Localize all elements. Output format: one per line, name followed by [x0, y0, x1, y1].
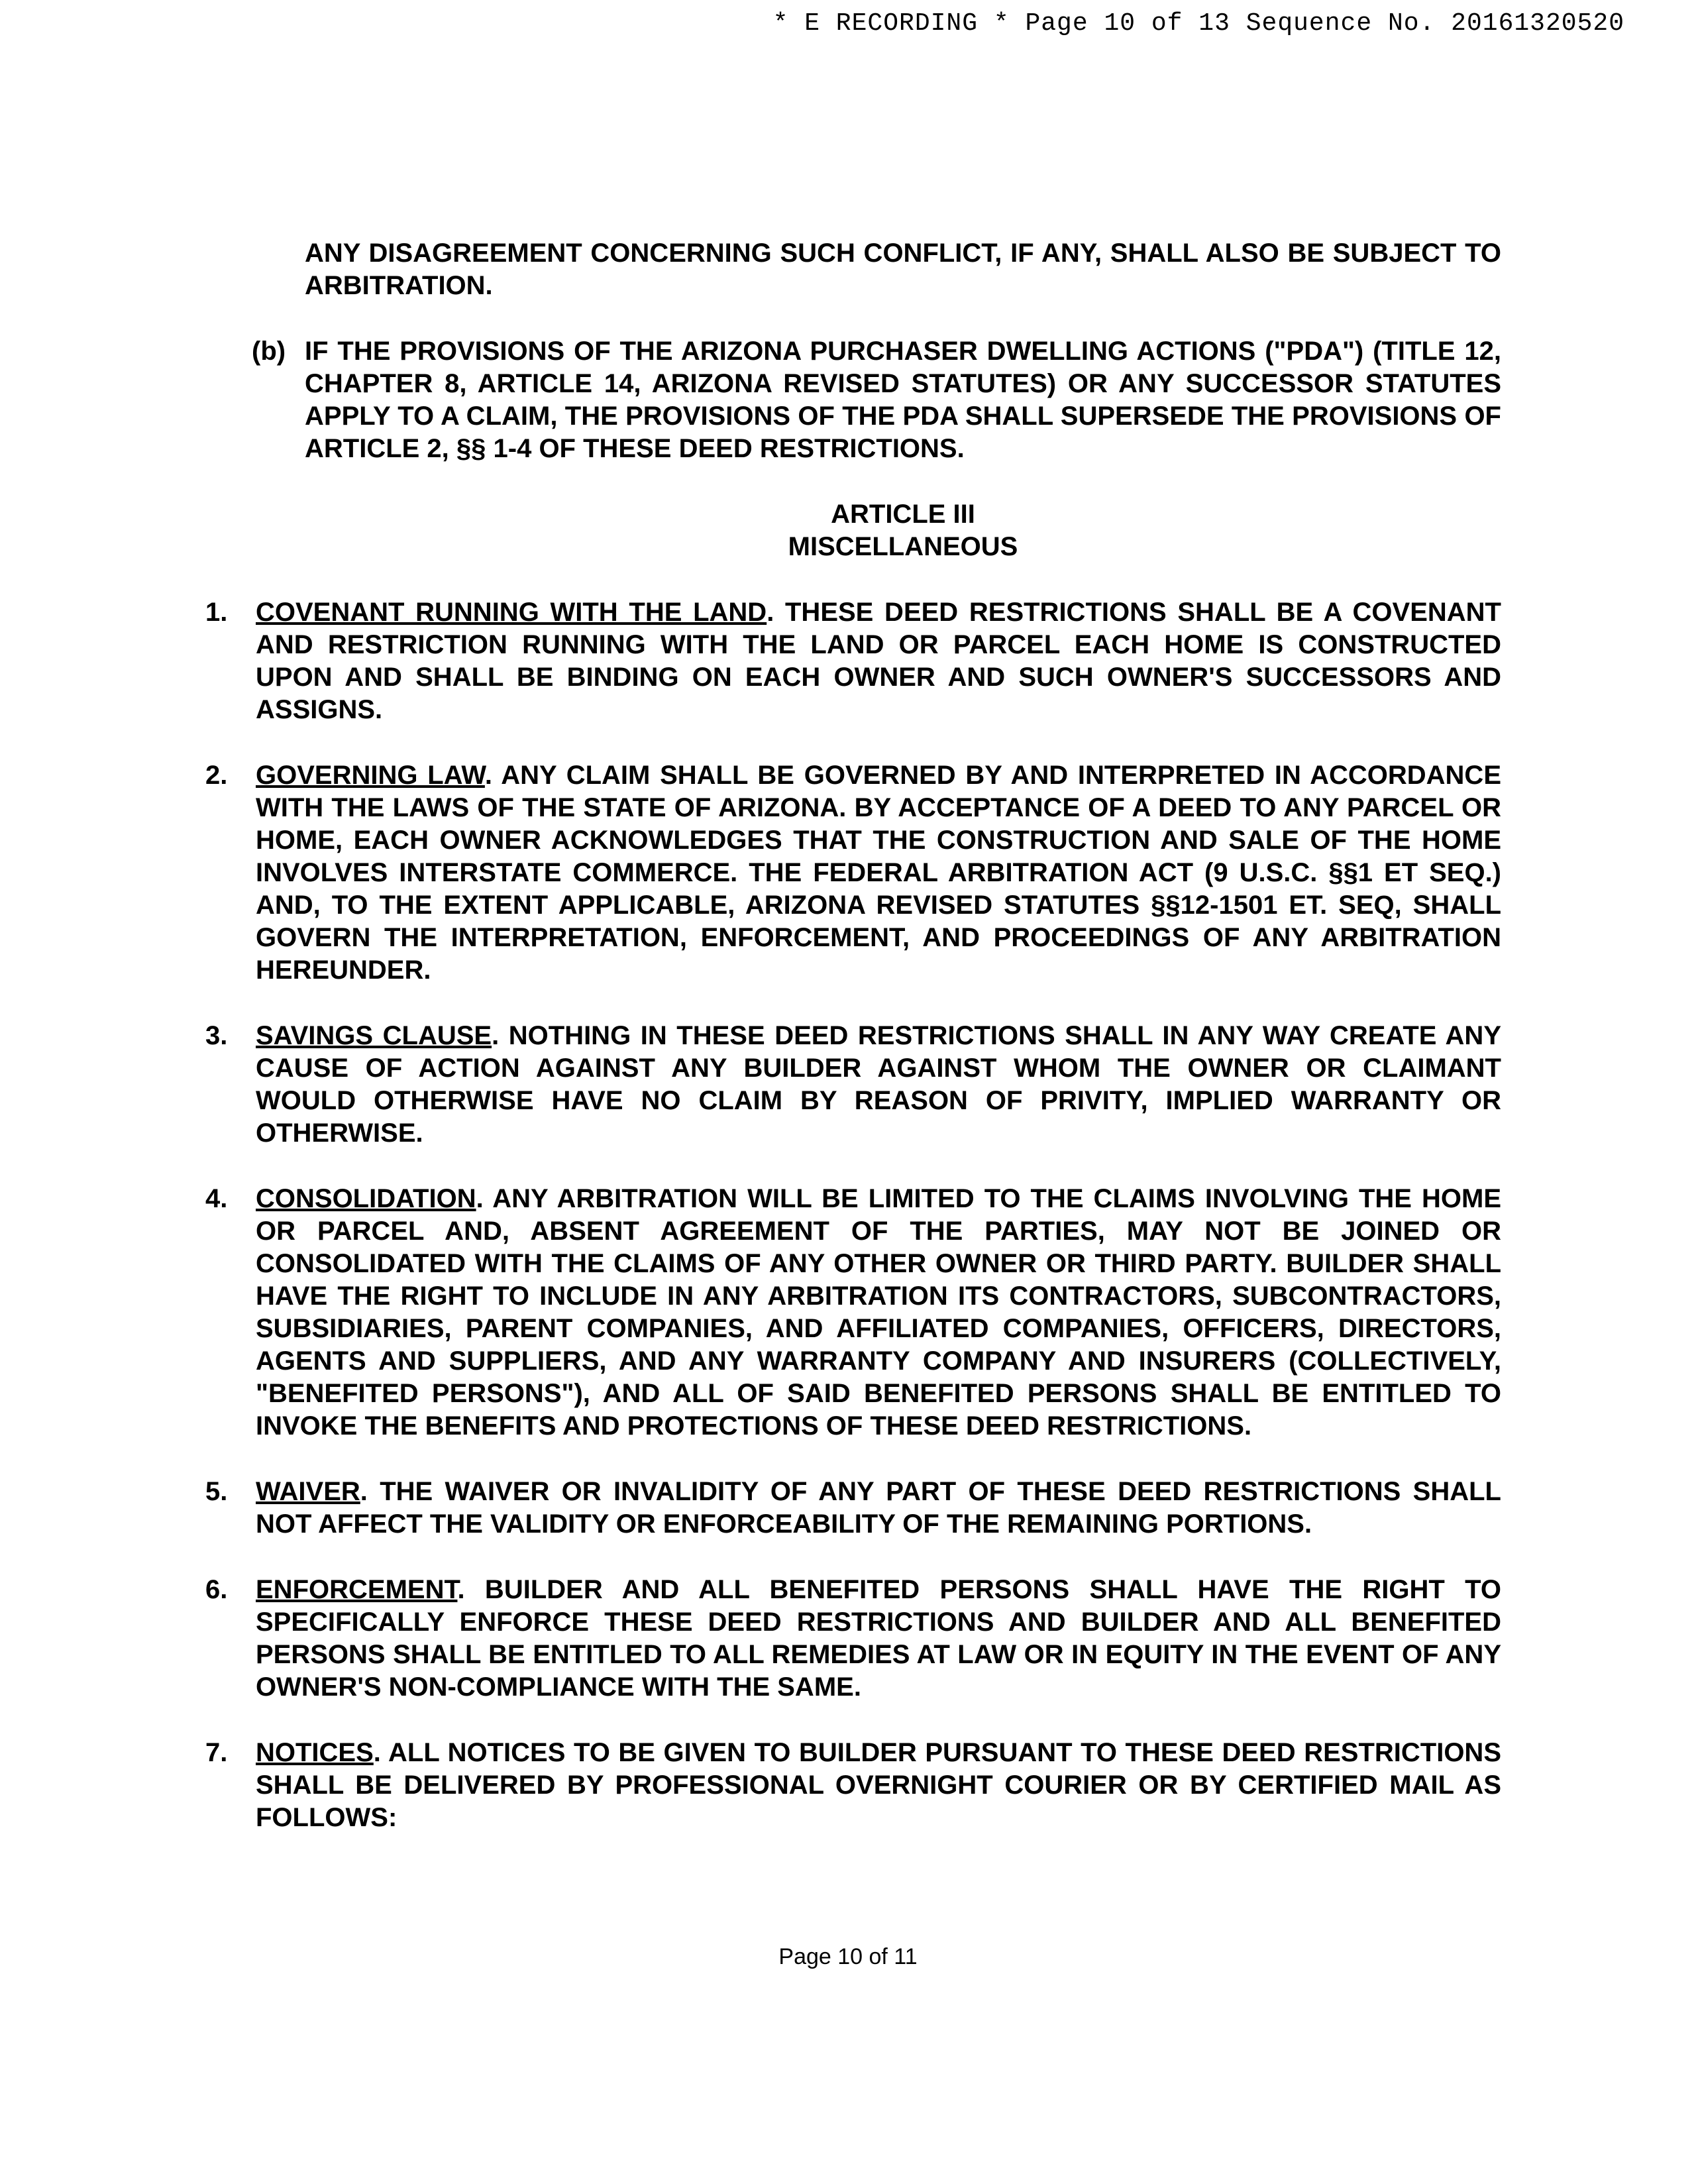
list-item — [205, 1574, 1501, 1704]
item-number: 5. — [205, 1477, 228, 1506]
item-number: 7. — [205, 1738, 228, 1767]
item-number: 4. — [205, 1184, 228, 1213]
subsection-b — [205, 335, 1501, 465]
item-text: . BUILDER AND ALL BENEFITED PERSONS SHALL HAVE THE RIGHT TO SPECIFICALLY ENFORCE THESE DEED RESTRICTIONS AND BUILDER AND ALL BENEFITED PERSONS SHALL BE ENTITLED TO ALL REMEDIES AT LAW OR IN EQUITY IN THE EVENT OF ANY OWNER'S NON-COMPLIANCE WITH THE SAME. — [256, 1575, 1501, 1702]
item-text: . THE WAIVER OR INVALIDITY OF ANY PART OF THESE DEED RESTRICTIONS SHALL NOT AFFECT THE VALIDITY OR ENFORCEABILITY OF THE REMAINING PORTIONS. — [256, 1477, 1501, 1539]
item-text: . ANY ARBITRATION WILL BE LIMITED TO THE CLAIMS INVOLVING THE HOME OR PARCEL AND, ABSENT AGREEMENT OF THE PARTIES, MAY NOT BE JOINED OR CONSOLIDATED WITH THE CLAIMS OF ANY OTHER OWNER OR THIRD PARTY. BUILDER SHALL HAVE THE RIGHT TO INCLUDE IN ANY ARBITRATION ITS CONTRACTORS, SUBCONTRACTORS, SUBSIDIARIES, PARENT COMPANIES, AND AFFILIATED COMPANIES, OFFICERS, DIRECTORS, AGENTS AND SUPPLIERS, AND ANY WARRANTY COMPANY AND INSURERS (COLLECTIVELY, "BENEFITED PERSONS"), AND ALL OF SAID BENEFITED PERSONS SHALL BE ENTITLED TO INVOKE THE BENEFITS AND PROTECTIONS OF THESE DEED RESTRICTIONS. — [256, 1184, 1501, 1441]
item-text: . NOTHING IN THESE DEED RESTRICTIONS SHALL IN ANY WAY CREATE ANY CAUSE OF ACTION AGAINST ANY BUILDER AGAINST WHOM THE OWNER OR CLAIMANT WOULD OTHERWISE HAVE NO CLAIM BY REASON OF PRIVITY, IMPLIED WARRANTY OR OTHERWISE. — [256, 1021, 1501, 1148]
subsection-text: IF THE PROVISIONS OF THE ARIZONA PURCHASER DWELLING ACTIONS ("PDA") (TITLE 12, CHAPTER 8, ARTICLE 14, ARIZONA REVISED STATUTES) OR ANY SUCCESSOR STATUTES APPLY TO A CLAIM, THE PROVISIONS OF THE PDA SHALL SUPERSEDE THE PROVISIONS OF ARTICLE 2, §§ 1-4 OF THESE DEED RESTRICTIONS. — [305, 337, 1501, 463]
item-number: 2. — [205, 761, 228, 790]
item-heading: NOTICES — [256, 1738, 374, 1767]
item-heading: ENFORCEMENT — [256, 1575, 458, 1604]
item-heading: SAVINGS CLAUSE — [256, 1021, 492, 1050]
recording-header: * E RECORDING * Page 10 of 13 Sequence No. 20161320520 — [772, 9, 1624, 38]
item-text: . ALL NOTICES TO BE GIVEN TO BUILDER PURSUANT TO THESE DEED RESTRICTIONS SHALL BE DELIVERED BY PROFESSIONAL OVERNIGHT COURIER OR BY CERTIFIED MAIL AS FOLLOWS: — [256, 1738, 1501, 1832]
item-heading: WAIVER — [256, 1477, 360, 1506]
item-text: . ANY CLAIM SHALL BE GOVERNED BY AND INTERPRETED IN ACCORDANCE WITH THE LAWS OF THE STATE OF ARIZONA. BY ACCEPTANCE OF A DEED TO ANY PARCEL OR HOME, EACH OWNER ACKNOWLEDGES THAT THE CONSTRUCTION AND SALE OF THE HOME INVOLVES INTERSTATE COMMERCE. THE FEDERAL ARBITRATION ACT (9 U.S.C. §§1 ET SEQ.) AND, TO THE EXTENT APPLICABLE, ARIZONA REVISED STATUTES §§12-1501 ET. SEQ, SHALL GOVERN THE INTERPRETATION, ENFORCEMENT, AND PROCEEDINGS OF ANY ARBITRATION HEREUNDER. — [256, 761, 1502, 985]
list-item — [205, 1183, 1501, 1443]
article-number: ARTICLE III — [831, 500, 975, 529]
item-number: 6. — [205, 1575, 228, 1604]
list-item — [205, 596, 1501, 726]
continued-paragraph: ANY DISAGREEMENT CONCERNING SUCH CONFLICT, IF ANY, SHALL ALSO BE SUBJECT TO ARBITRATION. — [305, 239, 1501, 300]
list-item — [205, 1737, 1501, 1834]
item-heading: GOVERNING LAW — [256, 761, 485, 790]
item-text: . THESE DEED RESTRICTIONS SHALL BE A COVENANT AND RESTRICTION RUNNING WITH THE LAND OR PARCEL EACH HOME IS CONSTRUCTED UPON AND SHALL BE BINDING ON EACH OWNER AND SUCH OWNER'S SUCCESSORS AND ASSIGNS. — [256, 598, 1501, 724]
subsection-label: (b) — [252, 337, 286, 366]
item-heading: COVENANT RUNNING WITH THE LAND — [256, 598, 767, 627]
article-heading — [205, 498, 1501, 563]
list-item — [205, 1476, 1501, 1541]
item-number: 1. — [205, 598, 228, 627]
article-title: MISCELLANEOUS — [788, 532, 1018, 561]
document-body — [205, 237, 1501, 1867]
item-heading: CONSOLIDATION — [256, 1184, 476, 1213]
page-footer: Page 10 of 11 — [778, 1944, 918, 1969]
item-number: 3. — [205, 1021, 228, 1050]
list-item — [205, 1020, 1501, 1150]
list-item — [205, 759, 1501, 987]
